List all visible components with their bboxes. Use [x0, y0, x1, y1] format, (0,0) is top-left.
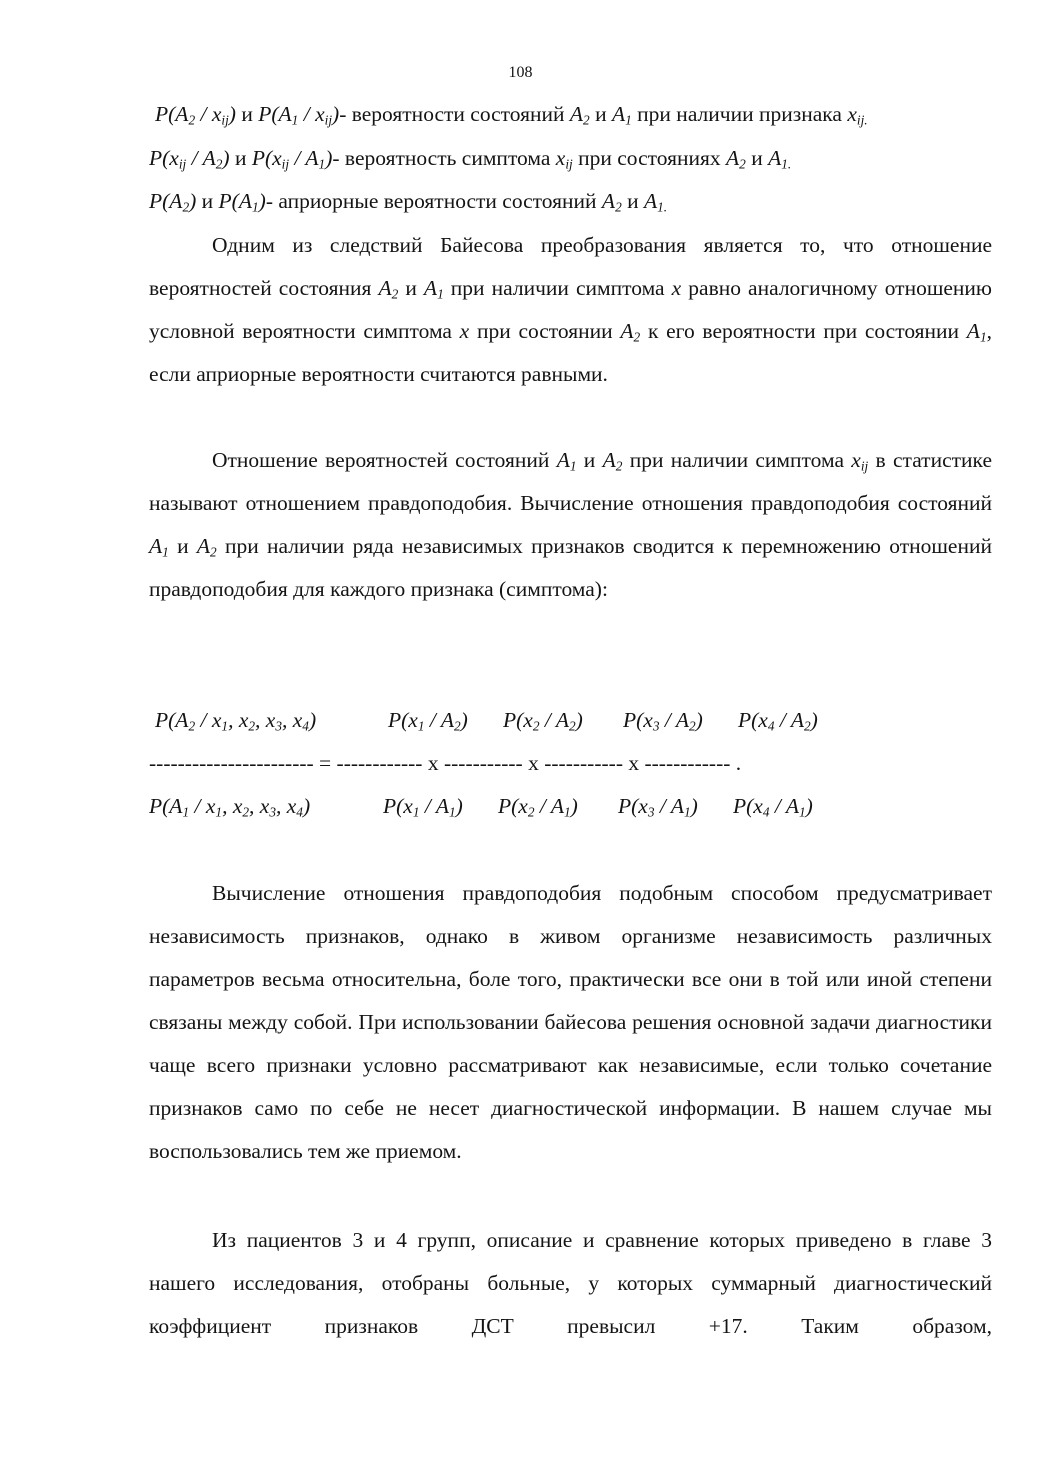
formula-numerator-left: $P(A_2 / x_1$, $x_2$, $x_3$, $x_4$) [155, 708, 317, 734]
definition-line-1: $P(A_2 / x_{ij})$ и $P(A_1 / x_{ij})-$ вероятности состояний $A_2$ и $A_1$ при наличии признака $x_{ij.}$ [155, 102, 868, 128]
formula-denominator-term-4: $P(x_4 / A_1)$ [733, 794, 813, 820]
paragraph-likelihood-ratio: Отношение вероятностей состояний $A_1$ и $A_2$ при наличии симптома $x_{ij}$ в статистике называют отношением правдоподобия. Вычисление отношения правдоподобия состояний $A_1$ и $A_2$ при наличии ряда независимых признаков сводится к перемножению отношений правдоподобия для каждого признака (симптома): [149, 448, 992, 601]
paragraph-bayes-consequence: Одним из следствий Байесова преобразования является то, что отношение вероятностей состояния $A_2$ и $A_1$ при наличии симптома x равно аналогичному отношению условной вероятности симптома x при состоянии $A_2$ к его вероятности при состоянии $A_1$, если априорные вероятности считаются равными. [149, 233, 992, 386]
definition-line-3: $P(A_2)$ и $P(A_1)-$ априорные вероятности состояний $A_2$ и $A_{1.}$ [149, 189, 668, 215]
definition-line-2: $P(x_{ij} / A_2)$ и $P(x_{ij} / A_1)-$ вероятность симптома $x_{ij}$ при состояниях $A_2$ и $A_{1.}$ [149, 146, 792, 172]
page-number: 108 [508, 64, 533, 81]
formula-denominator-left: $P(A_1 / x_1$, $x_2$, $x_3$, $x_4$) [149, 794, 311, 820]
formula-numerator-term-2: $P(x_2 / A_2)$ [503, 708, 583, 734]
formula-numerator-term-3: $P(x_3 / A_2)$ [623, 708, 703, 734]
formula-fraction-line: ----------------------- = ------------ х ----------- х ----------- х ------------ . [149, 751, 742, 775]
paragraph-patients: Из пациентов 3 и 4 групп, описание и сравнение которых приведено в главе 3 нашего исследования, отобраны больные, у которых суммарный диагностический коэффициент признаков ДСТ превысил +17. Таким образом, [149, 1228, 992, 1338]
paragraph-independence: Вычисление отношения правдоподобия подобным способом предусматривает независимость признаков, однако в живом организме независимость различных параметров весьма относительна, боле того, практически все они в той или иной степени связаны между собой. При использовании байесова решения основной задачи диагностики чаще всего признаки условно рассматривают как независимые, если только сочетание признаков само по себе не несет диагностической информации. В нашем случае мы воспользовались тем же приемом. [149, 881, 992, 1163]
formula-denominator-term-1: $P(x_1 / A_1)$ [383, 794, 463, 820]
formula-denominator-term-2: $P(x_2 / A_1)$ [498, 794, 578, 820]
formula-numerator-term-1: $P(x_1 / A_2)$ [388, 708, 468, 734]
formula-denominator-term-3: $P(x_3 / A_1)$ [618, 794, 698, 820]
formula-numerator-term-4: $P(x_4 / A_2)$ [738, 708, 818, 734]
